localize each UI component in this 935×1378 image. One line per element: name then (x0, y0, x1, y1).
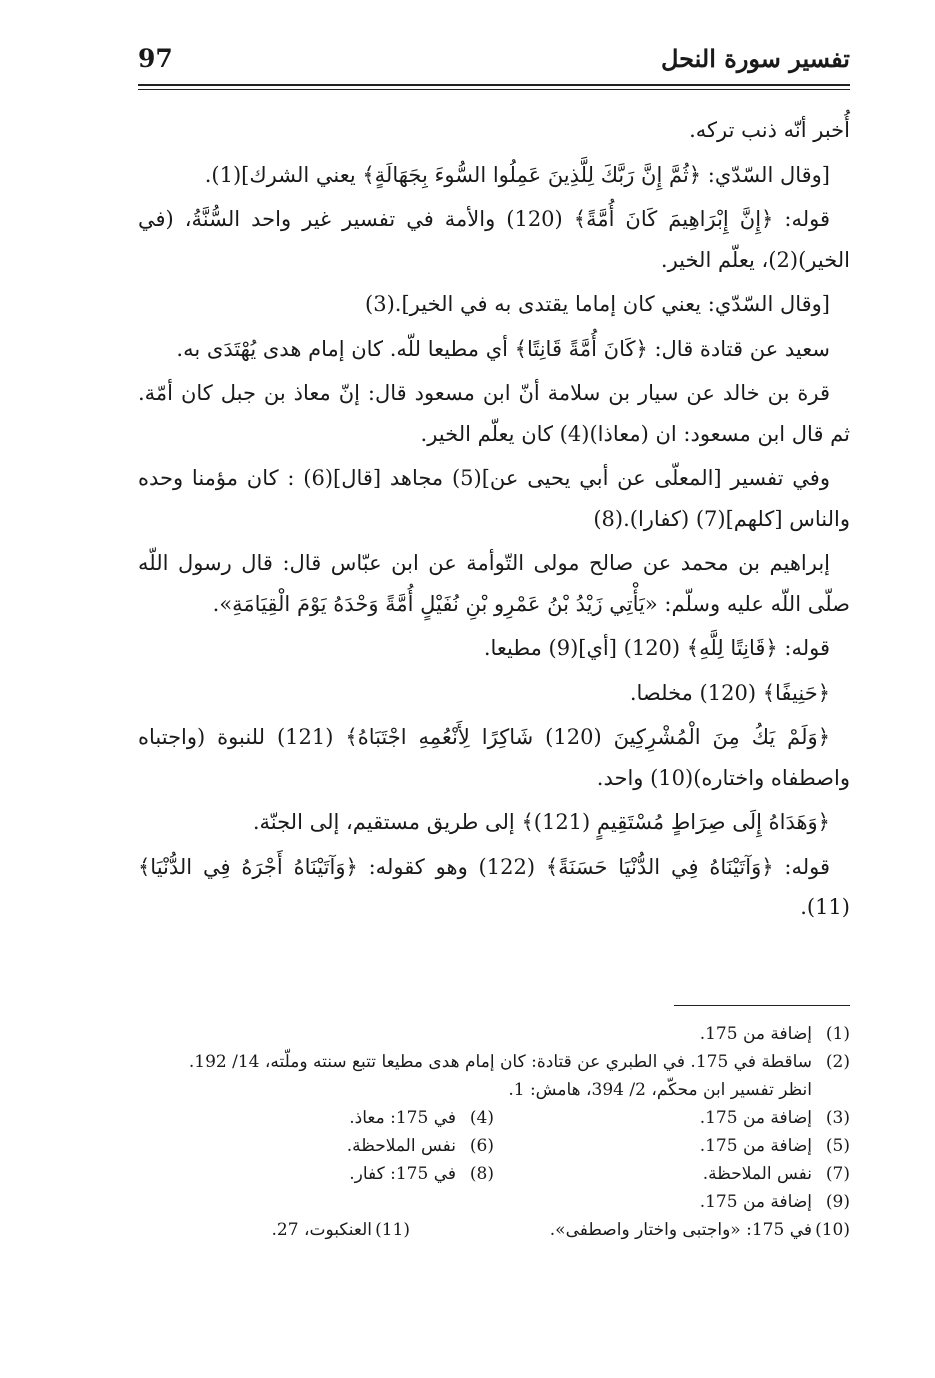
footnote-number: (2) (825, 1052, 850, 1072)
footnote-text: ساقطة في 175. في الطبري عن قتادة: كان إمام هدى مطيعا تتبع سنته وملّته، 14/ 192. (188, 1052, 812, 1072)
footnote-number: (7) (825, 1164, 850, 1184)
paragraph: قرة بن خالد عن سيار بن سلامة أنّ ابن مسعود قال: إنّ معاذ بن جبل كان أمّة. ثم قال ابن مسعود: ان (معاذا)(4) كان يعلّم الخير. (138, 381, 850, 446)
paragraph: ﴿حَنِيفًا﴾ (120) مخلصا. (629, 680, 830, 705)
footnote-text: إضافة من 175. (699, 1192, 812, 1212)
footnote-number: (3) (825, 1108, 850, 1128)
footnote-number: (6) (469, 1136, 494, 1156)
paragraph: [وقال السّدّي: ﴿ثُمَّ إِنَّ رَبَّكَ لِلَّذِينَ عَمِلُوا السُّوءَ بِجَهَالَةٍ﴾ يعني الشرك](1). (204, 162, 830, 187)
footnote (138, 1160, 494, 1188)
footnote-text: إضافة من 175. (699, 1136, 812, 1156)
paragraph: قوله: ﴿قَانِتًا لِلَّهِ﴾ (120) [أي](9) مطيعا. (483, 636, 830, 660)
footnote (494, 1132, 850, 1160)
footnote-row (138, 1160, 850, 1188)
footnote-row (138, 1104, 850, 1132)
paragraph: قوله: ﴿إِنَّ إِبْرَاهِيمَ كَانَ أُمَّةً﴾ (120) والأمة في تفسير غير واحد السُّنَّةُ، (في الخير)(2)، يعلّم الخير. (138, 207, 850, 272)
footnote-text: في 175: معاذ. (349, 1108, 456, 1128)
footnote-number: (4) (469, 1108, 494, 1128)
paragraph: أُخبر أنّه ذنب تركه. (689, 118, 850, 142)
footnote (494, 1104, 850, 1132)
footnote-continuation: انظر تفسير ابن محكّم، 2/ 394، هامش: 1. (508, 1080, 812, 1100)
paragraph: قوله: ﴿وَآتَيْنَاهُ فِي الدُّنْيَا حَسَنَةً﴾ (122) وهو كقوله: ﴿وَآتَيْنَاهُ أَجْرَهُ فِي الدُّنْيَا﴾(11). (138, 854, 850, 919)
footnote-row (138, 1132, 850, 1160)
paragraph: ﴿وَهَدَاهُ إِلَى صِرَاطٍ مُسْتَقِيمٍ (121)﴾ إلى طريق مستقيم، إلى الجنّة. (252, 810, 830, 834)
footnote-text: في 175: «واجتبى واختار واصطفى». (549, 1220, 812, 1240)
header-rule (138, 84, 850, 86)
footnote-text: في 175: كفار. (349, 1164, 456, 1184)
footnote-number: (11) (375, 1220, 410, 1240)
footnote-number: (10) (815, 1220, 850, 1240)
footnote-number: (8) (469, 1164, 494, 1184)
running-title: تفسير سورة النحل (661, 44, 850, 73)
paragraph: سعيد عن قتادة قال: ﴿كَانَ أُمَّةً قَانِتًا﴾ أي مطيعا للّه. كان إمام هدى يُهْتَدَى به. (176, 336, 830, 361)
footnote (494, 1160, 850, 1188)
footnote (138, 1020, 850, 1048)
page-header (138, 38, 850, 82)
footnote-text: إضافة من 175. (699, 1108, 812, 1128)
page-number: 97 (138, 44, 173, 73)
footnote (410, 1216, 850, 1244)
footnote-text: نفس الملاحظة. (702, 1164, 812, 1184)
footnote (138, 1216, 410, 1244)
paragraph: ﴿وَلَمْ يَكُ مِنَ الْمُشْرِكِينَ (120) شَاكِرًا لِأَنْعُمِهِ اجْتَبَاهُ﴾ (121) للنبوة (واجتباه واصطفاه واختاره)(10) واحد. (138, 725, 850, 790)
paragraph: [وقال السّدّي: يعني كان إماما يقتدى به في الخير].(3) (365, 292, 830, 316)
footnote-text: العنكبوت، 27. (271, 1220, 372, 1240)
footnote (138, 1104, 494, 1132)
main-text (138, 110, 850, 932)
footnote-text: إضافة من 175. (699, 1024, 812, 1044)
footnotes (138, 1020, 850, 1244)
footnote (138, 1188, 850, 1216)
paragraph: وفي تفسير [المعلّى عن أبي يحيى عن](5) مجاهد [قال](6) : كان مؤمنا وحده والناس [كلهم](7) (كفارا).(8) (138, 466, 850, 531)
footnote-number: (1) (825, 1024, 850, 1044)
header-rule-thin (138, 89, 850, 90)
paragraph: إبراهيم بن محمد عن صالح مولى التّوأمة عن ابن عبّاس قال: قال رسول اللّه صلّى اللّه عليه وسلّم: «يَأْتِي زَيْدُ بْنُ عَمْرِو بْنِ نُفَيْلٍ أُمَّةً وَحْدَهُ يَوْمَ الْقِيَامَةِ». (138, 551, 850, 616)
footnote-row (138, 1216, 850, 1244)
footnote-number: (5) (825, 1136, 850, 1156)
footnote (138, 1048, 850, 1076)
footnote (138, 1132, 494, 1160)
footnote-separator (674, 1005, 850, 1006)
footnote-number: (9) (825, 1192, 850, 1212)
footnote-text: نفس الملاحظة. (346, 1136, 456, 1156)
